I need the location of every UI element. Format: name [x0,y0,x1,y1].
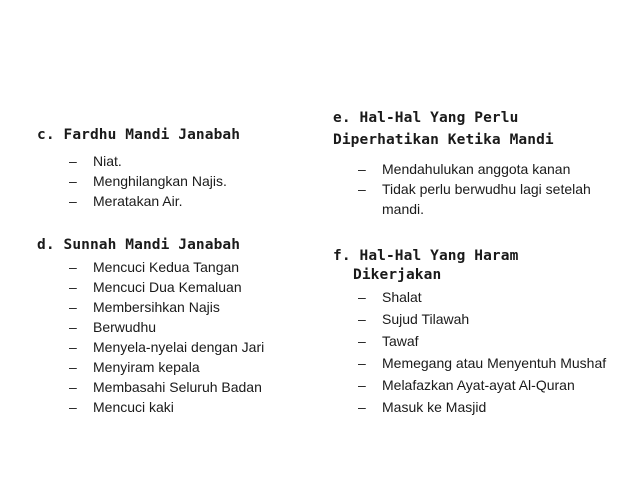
section-e-title [333,109,554,150]
list-item: – Membersihkan Najis [69,299,220,315]
section-f-title-line2: Dikerjakan [353,267,442,283]
section-e-title-line2: Diperhatikan Ketika Mandi [333,132,554,148]
list-item: – Mencuci Dua Kemaluan [69,279,242,295]
list-item: – Sujud Tilawah [358,311,470,327]
section-e-list [358,159,608,219]
list-item: – Menyiram kepala [69,359,200,375]
section-f-title-line1: f. Hal-Hal Yang Haram [333,248,519,264]
list-item: – Memegang atau Menyentuh Mushaf [358,355,607,371]
section-d-title: d. Sunnah Mandi Janabah [37,237,241,253]
list-item: – Mendahulukan anggota kanan [358,161,571,177]
list-item: – Berwudhu [69,319,157,335]
list-item: – Tidak perlu berwudhu lagi setelah mandi. [358,181,591,217]
list-item: – Mencuci kaki [69,399,174,415]
list-item: – Masuk ke Masjid [358,399,487,415]
section-c-list [69,151,319,211]
list-item: – Niat. [69,153,122,169]
section-c-title: c. Fardhu Mandi Janabah [37,127,241,143]
list-item: – Menyela-nyelai dengan Jari [69,339,265,355]
list-item: – Shalat [358,289,422,305]
list-item: – Tawaf [358,333,419,349]
list-item: – Membasahi Seluruh Badan [69,379,262,395]
list-item: – Melafazkan Ayat-ayat Al-Quran [358,377,575,393]
section-f-list [358,287,608,417]
list-item: – Menghilangkan Najis. [69,173,227,189]
list-item: – Mencuci Kedua Tangan [69,259,240,275]
section-e-title-line1: e. Hal-Hal Yang Perlu [333,110,519,126]
list-item: – Meratakan Air. [69,193,183,209]
section-f-title [333,247,518,285]
section-d-list [69,257,329,417]
